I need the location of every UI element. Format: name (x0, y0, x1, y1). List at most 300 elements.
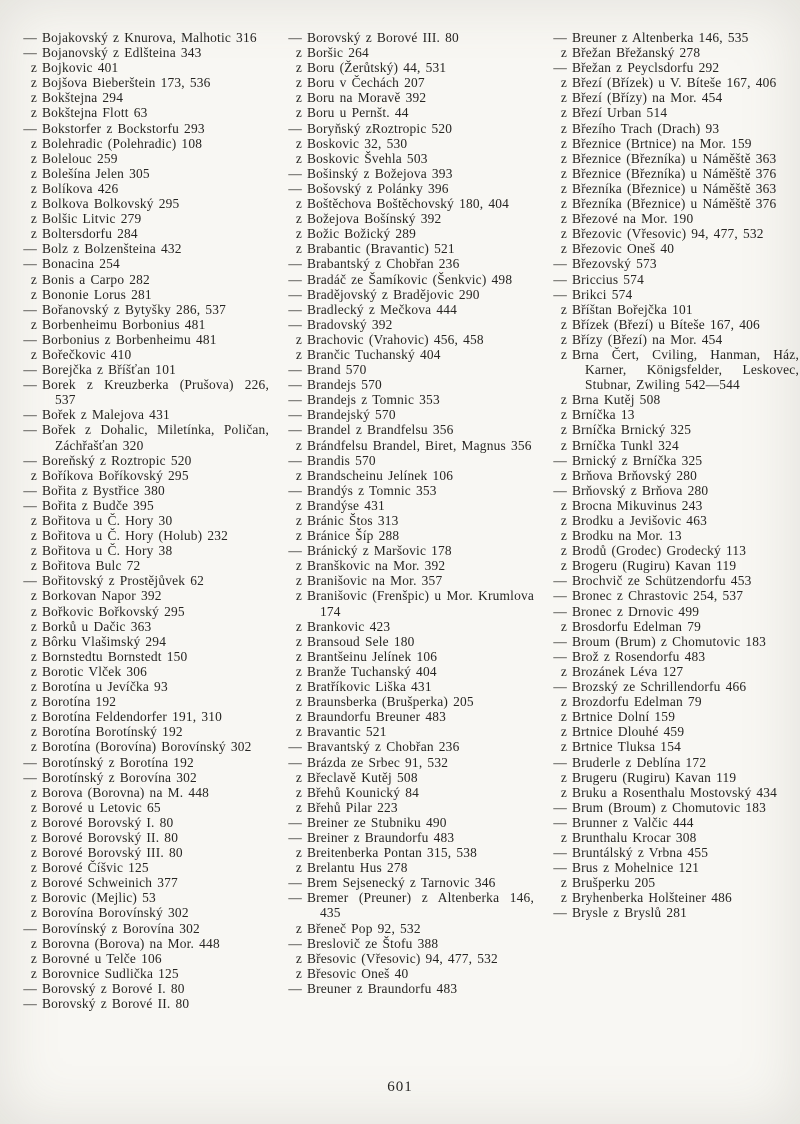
entry-prefix: z (30, 784, 37, 800)
entry-prefix: z (295, 694, 302, 710)
entry-prefix: z (30, 679, 37, 695)
entry-prefix: z (560, 407, 567, 423)
entry-prefix: z (560, 241, 567, 257)
entry-prefix: — (23, 920, 37, 936)
index-entry: z Boru v Čechách 207 (283, 75, 534, 90)
entry-prefix: — (288, 120, 302, 136)
entry-prefix: — (23, 45, 37, 61)
index-entry: — Bokstorfer z Bockstorfu 293 (18, 121, 269, 136)
entry-prefix: z (560, 694, 567, 710)
entry-prefix: z (295, 860, 302, 876)
index-entry: z Brugeru (Rugiru) Kavan 119 (548, 770, 799, 785)
index-entry: — Brandis 570 (283, 453, 534, 468)
index-entry: z Bolehradic (Polehradic) 108 (18, 136, 269, 151)
index-entry: z Brabantic (Bravantic) 521 (283, 241, 534, 256)
entry-prefix: z (295, 331, 302, 347)
entry-prefix: z (560, 739, 567, 755)
index-entry: — Borotínský z Borotína 192 (18, 755, 269, 770)
entry-prefix: — (288, 814, 302, 830)
index-entry: z Bratříkovic Liška 431 (283, 679, 534, 694)
index-entry: z Bononie Lorus 281 (18, 287, 269, 302)
index-entry: z Bořitova u Č. Hory 38 (18, 543, 269, 558)
index-entry: — Bradovský 392 (283, 317, 534, 332)
index-entry: z Bránice Šíp 288 (283, 528, 534, 543)
index-entry: — Bořanovský z Bytyšky 286, 537 (18, 302, 269, 317)
entry-prefix: — (23, 422, 37, 438)
index-entry: z Brodů (Grodec) Grodecký 113 (548, 543, 799, 558)
index-entry: — Brunner z Valčic 444 (548, 815, 799, 830)
entry-prefix: z (30, 860, 37, 876)
entry-prefix: z (295, 150, 302, 166)
index-entry: — Brikci 574 (548, 287, 799, 302)
index-entry: z Březí (Břízek) u V. Bíteše 167, 406 (548, 75, 799, 90)
entry-prefix: z (30, 135, 37, 151)
entry-prefix: z (295, 965, 302, 981)
entry-prefix: z (30, 180, 37, 196)
index-entry: — Brabantský z Chobřan 236 (283, 256, 534, 271)
index-entry: z Brunthalu Krocar 308 (548, 830, 799, 845)
index-entry: z Brandscheinu Jelínek 106 (283, 468, 534, 483)
index-column (18, 30, 269, 1011)
entry-prefix: — (553, 588, 567, 604)
index-entry: z Borovna (Borova) na Mor. 448 (18, 936, 269, 951)
entry-prefix: z (295, 513, 302, 528)
entry-prefix: z (30, 211, 37, 227)
entry-prefix: z (560, 784, 567, 800)
entry-prefix: — (288, 875, 302, 891)
index-entry: — Breiner ze Stubniku 490 (283, 815, 534, 830)
index-entry: — Brandejs z Tomnic 353 (283, 392, 534, 407)
entry-prefix: z (30, 226, 37, 242)
entry-prefix: z (30, 845, 37, 861)
index-entry: z Borové Borovský II. 80 (18, 830, 269, 845)
index-entry: z Borové u Letovic 65 (18, 800, 269, 815)
entry-prefix: z (30, 196, 37, 212)
entry-prefix: z (30, 588, 37, 604)
index-entry: z Borků u Dačic 363 (18, 619, 269, 634)
index-entry: — Brum (Broum) z Chomutovic 183 (548, 800, 799, 815)
entry-prefix: — (23, 30, 37, 45)
index-entry: z Bruku a Rosenthalu Mostovský 434 (548, 785, 799, 800)
entry-prefix: — (553, 452, 567, 468)
entry-prefix: z (560, 513, 567, 528)
index-entry: z Borkovan Napor 392 (18, 588, 269, 603)
index-entry: — Bořek z Dohalic, Miletínka, Poličan, Záchřašťan 320 (18, 422, 269, 452)
index-entry: z Brachovic (Vrahovic) 456, 458 (283, 332, 534, 347)
index-entry: — Bojanovský z Edlšteina 343 (18, 45, 269, 60)
entry-prefix: — (288, 452, 302, 468)
index-entry: — Bravantský z Chobřan 236 (283, 739, 534, 754)
index-entry: z Branškovic na Mor. 392 (283, 558, 534, 573)
entry-prefix: z (30, 965, 37, 981)
entry-prefix: z (560, 165, 567, 181)
entry-prefix: z (30, 935, 37, 951)
entry-prefix: z (560, 467, 567, 483)
entry-prefix: — (288, 316, 302, 332)
index-entry: — Brozský ze Schrillendorfu 466 (548, 679, 799, 694)
index-entry: z Borotína u Jevíčka 93 (18, 679, 269, 694)
index-entry: z Brozdorfu Edelman 79 (548, 694, 799, 709)
entry-prefix: z (560, 211, 567, 227)
entry-prefix: z (560, 437, 567, 453)
entry-prefix: — (288, 256, 302, 272)
entry-prefix: z (560, 875, 567, 891)
entry-prefix: z (30, 316, 37, 332)
entry-prefix: — (23, 980, 37, 996)
index-entry: z Břesovic Oneš 40 (283, 966, 534, 981)
entry-prefix: z (30, 905, 37, 921)
index-entry: — Borbonius z Borbenheimu 481 (18, 332, 269, 347)
entry-prefix: z (560, 422, 567, 438)
index-entry: — Bonacina 254 (18, 256, 269, 271)
index-entry: z Bolkova Bolkovský 295 (18, 196, 269, 211)
entry-prefix: — (288, 180, 302, 196)
index-entry: — Bruntálský z Vrbna 455 (548, 845, 799, 860)
entry-prefix: z (295, 920, 302, 936)
entry-prefix: z (30, 271, 37, 287)
index-entry: — Brus z Mohelnice 121 (548, 860, 799, 875)
index-entry: z Bořitova Bulc 72 (18, 558, 269, 573)
entry-prefix: z (560, 105, 567, 121)
index-entry: — Bořek z Malejova 431 (18, 407, 269, 422)
entry-prefix: — (288, 890, 302, 906)
index-entry: z Bryhenberka Holšteiner 486 (548, 890, 799, 905)
entry-prefix: z (30, 75, 37, 91)
entry-prefix: — (23, 407, 37, 423)
entry-prefix: — (553, 256, 567, 272)
entry-prefix: z (295, 528, 302, 544)
entry-prefix: z (295, 784, 302, 800)
index-entry: z Břízek (Březí) u Bíteše 167, 406 (548, 317, 799, 332)
entry-prefix: — (23, 241, 37, 257)
index-entry: — Brysle z Bryslů 281 (548, 905, 799, 920)
entry-prefix: — (288, 271, 302, 287)
index-entry: z Brančic Tuchanský 404 (283, 347, 534, 362)
index-entry: z Borotína Borotínský 192 (18, 724, 269, 739)
index-entry: z Brníčka Tunkl 324 (548, 438, 799, 453)
entry-prefix: z (30, 950, 37, 966)
entry-prefix: — (288, 422, 302, 438)
entry-prefix: z (560, 316, 567, 332)
entry-prefix: z (295, 950, 302, 966)
index-entry: — Bremer (Preuner) z Altenberka 146, 435 (283, 890, 534, 920)
index-entry: z Braunsberka (Brušperka) 205 (283, 694, 534, 709)
index-entry: z Boštěchova Boštěchovský 180, 404 (283, 196, 534, 211)
index-entry: z Borové Schweinich 377 (18, 875, 269, 890)
entry-prefix: z (295, 724, 302, 740)
index-entry: — Bořitovský z Prostějůvek 62 (18, 573, 269, 588)
index-entry: z Břežan Břežanský 278 (548, 45, 799, 60)
entry-prefix: z (560, 331, 567, 347)
index-entry: z Bříštan Bořejčka 101 (548, 302, 799, 317)
entry-prefix: z (560, 226, 567, 242)
index-entry: z Borovnice Sudlička 125 (18, 966, 269, 981)
entry-prefix: — (23, 452, 37, 468)
entry-prefix: — (553, 60, 567, 76)
index-entry: z Brtnice Dolní 159 (548, 709, 799, 724)
index-entry: z Brogeru (Rugiru) Kavan 119 (548, 558, 799, 573)
index-entry: z Borotína (Borovína) Borovínský 302 (18, 739, 269, 754)
entry-prefix: z (295, 60, 302, 76)
entry-prefix: z (30, 105, 37, 121)
entry-prefix: z (30, 467, 37, 483)
entry-prefix: — (553, 754, 567, 770)
entry-prefix: z (560, 709, 567, 725)
entry-prefix: z (30, 875, 37, 891)
entry-prefix: z (560, 120, 567, 136)
entry-prefix: z (560, 829, 567, 845)
entry-prefix: z (295, 75, 302, 91)
entry-prefix: z (30, 890, 37, 906)
index-entry: z Březníka (Březnice) u Náměště 376 (548, 196, 799, 211)
index-entry: z Březnice (Březníka) u Náměště 376 (548, 166, 799, 181)
entry-prefix: z (295, 558, 302, 574)
entry-prefix: — (288, 301, 302, 317)
entry-prefix: z (560, 558, 567, 574)
index-entry: z Bokštejna Flott 63 (18, 105, 269, 120)
entry-prefix: z (295, 135, 302, 151)
index-entry: — Brandejský 570 (283, 407, 534, 422)
entry-prefix: — (553, 905, 567, 921)
entry-prefix: z (30, 648, 37, 664)
index-entry: — Bronec z Drnovic 499 (548, 604, 799, 619)
entry-prefix: z (560, 663, 567, 679)
index-entry: — Bořita z Bystřice 380 (18, 483, 269, 498)
index-entry: z Březnice (Březníka) u Náměště 363 (548, 151, 799, 166)
index-entry: z Brtnice Tluksa 154 (548, 739, 799, 754)
entry-prefix: — (23, 769, 37, 785)
index-entry: z Borové Číšvic 125 (18, 860, 269, 875)
index-entry: — Brandel z Brandfelsu 356 (283, 422, 534, 437)
index-entry: z Boříkova Boříkovský 295 (18, 468, 269, 483)
entry-prefix: z (560, 724, 567, 740)
index-entry: — Brandýs z Tomnic 353 (283, 483, 534, 498)
entry-prefix: — (288, 30, 302, 45)
entry-prefix: z (30, 165, 37, 181)
index-entry: z Branišovic (Frenšpic) u Mor. Krumlova 174 (283, 588, 534, 618)
page-number: 601 (387, 1079, 413, 1095)
index-entry: z Bořkovic Bořkovský 295 (18, 604, 269, 619)
entry-prefix: z (30, 814, 37, 830)
index-entry: z Břeclavě Kutěj 508 (283, 770, 534, 785)
entry-prefix: z (295, 633, 302, 649)
index-entry: z Bravantic 521 (283, 724, 534, 739)
index-entry: z Brníčka 13 (548, 407, 799, 422)
entry-prefix: z (560, 769, 567, 785)
entry-prefix: z (30, 663, 37, 679)
index-entry: — Breuner z Altenberka 146, 535 (548, 30, 799, 45)
index-entry: — Bruderle z Deblína 172 (548, 755, 799, 770)
index-entry: z Březovic Oneš 40 (548, 241, 799, 256)
index-entry: z Břehů Pilar 223 (283, 800, 534, 815)
index-entry: z Brňova Brňovský 280 (548, 468, 799, 483)
entry-prefix: z (295, 845, 302, 861)
entry-prefix: — (23, 573, 37, 589)
index-entry: z Brodku na Mor. 13 (548, 528, 799, 543)
index-entry: z Březníka (Březnice) u Náměště 363 (548, 181, 799, 196)
index-entry: z Brándfelsu Brandel, Biret, Magnus 356 (283, 438, 534, 453)
entry-prefix: z (560, 180, 567, 196)
index-entry: z Božejova Bošínský 392 (283, 211, 534, 226)
index-entry: z Braundorfu Breuner 483 (283, 709, 534, 724)
entry-prefix: z (295, 45, 302, 61)
index-entry: z Brantšeinu Jelínek 106 (283, 649, 534, 664)
index-entry: z Borovína Borovínský 302 (18, 905, 269, 920)
entry-prefix: z (295, 467, 302, 483)
index-entry: — Borovský z Borové II. 80 (18, 996, 269, 1011)
index-entry: — Brňovský z Brňova 280 (548, 483, 799, 498)
entry-prefix: z (560, 890, 567, 906)
index-entry: z Březnice (Brtnice) na Mor. 159 (548, 136, 799, 151)
entry-prefix: z (560, 90, 567, 106)
entry-prefix: — (553, 799, 567, 815)
entry-prefix: z (295, 437, 302, 453)
index-entry: z Bonis a Carpo 282 (18, 272, 269, 287)
entry-prefix: — (288, 543, 302, 559)
entry-prefix: z (30, 739, 37, 755)
index-entry: z Bořečkovic 410 (18, 347, 269, 362)
index-entry: z Borotic Vlček 306 (18, 664, 269, 679)
index-entry: z Borova (Borovna) na M. 448 (18, 785, 269, 800)
index-entry: z Bojšova Bieberštein 173, 536 (18, 75, 269, 90)
index-entry: z Božic Božický 289 (283, 226, 534, 241)
entry-prefix: z (560, 301, 567, 317)
index-entry: — Bolz z Bolzenšteina 432 (18, 241, 269, 256)
entry-prefix: z (30, 829, 37, 845)
index-entry: z Břeneč Pop 92, 532 (283, 921, 534, 936)
index-entry: — Bošovský z Polánky 396 (283, 181, 534, 196)
entry-prefix: — (23, 482, 37, 498)
entry-prefix: z (560, 618, 567, 634)
index-entry: z Borovic (Mejlic) 53 (18, 890, 269, 905)
index-entry: — Březovský 573 (548, 256, 799, 271)
index-entry: z Brozánek Léva 127 (548, 664, 799, 679)
entry-prefix: z (30, 603, 37, 619)
index-entry: — Bránický z Maršovic 178 (283, 543, 534, 558)
index-entry: z Borové Borovský I. 80 (18, 815, 269, 830)
index-entry: — Bradáč ze Šamíkovic (Šenkvic) 498 (283, 272, 534, 287)
entry-prefix: z (30, 528, 37, 544)
index-entry: z Brníčka Brnický 325 (548, 422, 799, 437)
index-entry: z Boskovic 32, 530 (283, 136, 534, 151)
index-entry: z Bojkovic 401 (18, 60, 269, 75)
index-entry: z Bránic Štos 313 (283, 513, 534, 528)
index-entry: — Briccius 574 (548, 272, 799, 287)
entry-prefix: — (553, 482, 567, 498)
index-entry: z Borovné u Telče 106 (18, 951, 269, 966)
index-entry: z Bolelouc 259 (18, 151, 269, 166)
index-entry: — Borovínský z Borovína 302 (18, 921, 269, 936)
entry-prefix: z (30, 60, 37, 76)
entry-prefix: z (295, 709, 302, 725)
index-entry: — Bronec z Chrastovic 254, 537 (548, 588, 799, 603)
entry-prefix: z (30, 513, 37, 528)
index-entry: — Bradlecký z Mečkova 444 (283, 302, 534, 317)
index-entry: z Brandýse 431 (283, 498, 534, 513)
index-entry: z Boltersdorfu 284 (18, 226, 269, 241)
index-entry: — Brem Sejsenecký z Tarnovic 346 (283, 875, 534, 890)
entry-prefix: z (560, 196, 567, 212)
entry-prefix: z (560, 528, 567, 544)
entry-prefix: — (553, 30, 567, 45)
entry-prefix: z (560, 135, 567, 151)
entry-prefix: — (553, 633, 567, 649)
index-entry: z Borové Borovský III. 80 (18, 845, 269, 860)
index-entry: — Bradějovský z Bradějovic 290 (283, 287, 534, 302)
entry-prefix: — (23, 362, 37, 378)
entry-prefix: — (288, 407, 302, 423)
index-entry: z Borotína Feldendorfer 191, 310 (18, 709, 269, 724)
entry-prefix: — (288, 286, 302, 302)
index-entry: z Bornstedtu Bornstedt 150 (18, 649, 269, 664)
entry-prefix: — (23, 331, 37, 347)
index-entry: z Borotína 192 (18, 694, 269, 709)
entry-prefix: — (553, 814, 567, 830)
index-entry: z Bolíkova 426 (18, 181, 269, 196)
index-entry: — Brož z Rosendorfu 483 (548, 649, 799, 664)
index-entry: z Boru (Žerůtský) 44, 531 (283, 60, 534, 75)
entry-prefix: — (23, 301, 37, 317)
entry-prefix: z (295, 346, 302, 362)
entry-prefix: — (23, 754, 37, 770)
entry-prefix: z (295, 618, 302, 634)
index-entry: — Boreňský z Roztropic 520 (18, 453, 269, 468)
entry-prefix: z (295, 497, 302, 513)
entry-prefix: z (560, 497, 567, 513)
index-entry: z Březovic (Vřesovic) 94, 477, 532 (548, 226, 799, 241)
entry-prefix: — (288, 739, 302, 755)
entry-prefix: z (295, 105, 302, 121)
index-entry: z Brna Čert, Cviling, Hanman, Ház, Karner, Königsfelder, Leskovec, Stubnar, Zwiling 542—544 (548, 347, 799, 392)
index-entry: z Bokštejna 294 (18, 90, 269, 105)
entry-prefix: — (23, 256, 37, 272)
entry-prefix: z (560, 45, 567, 61)
entry-prefix: z (560, 543, 567, 559)
entry-prefix: — (23, 996, 37, 1011)
index-entry: — Boryňský zRoztropic 520 (283, 121, 534, 136)
index-entry: z Brodku a Jevišovic 463 (548, 513, 799, 528)
index-entry: z Bransoud Sele 180 (283, 634, 534, 649)
entry-prefix: z (295, 588, 302, 604)
entry-prefix: z (295, 573, 302, 589)
index-entry: z Brelantu Hus 278 (283, 860, 534, 875)
entry-prefix: — (288, 935, 302, 951)
entry-prefix: z (30, 346, 37, 362)
entry-prefix: — (553, 845, 567, 861)
index-entry: z Brosdorfu Edelman 79 (548, 619, 799, 634)
entry-prefix: z (295, 241, 302, 257)
index-entry: z Branže Tuchanský 404 (283, 664, 534, 679)
index-entry: z Brtnice Dlouhé 459 (548, 724, 799, 739)
entry-prefix: — (288, 165, 302, 181)
index-entry: z Brankovic 423 (283, 619, 534, 634)
index-entry: z Bolešína Jelen 305 (18, 166, 269, 181)
entry-prefix: — (553, 271, 567, 287)
index-column (283, 30, 534, 1011)
index-entry: z Březové na Mor. 190 (548, 211, 799, 226)
index-entry: — Broum (Brum) z Chomutovic 183 (548, 634, 799, 649)
entry-prefix: — (288, 377, 302, 393)
entry-prefix: z (295, 226, 302, 242)
index-entry: — Brnický z Brníčka 325 (548, 453, 799, 468)
entry-prefix: — (288, 754, 302, 770)
entry-prefix: z (295, 211, 302, 227)
entry-prefix: — (553, 603, 567, 619)
entry-prefix: z (30, 286, 37, 302)
entry-prefix: — (23, 120, 37, 136)
index-entry: z Bořitova u Č. Hory 30 (18, 513, 269, 528)
index-entry: — Brand 570 (283, 362, 534, 377)
